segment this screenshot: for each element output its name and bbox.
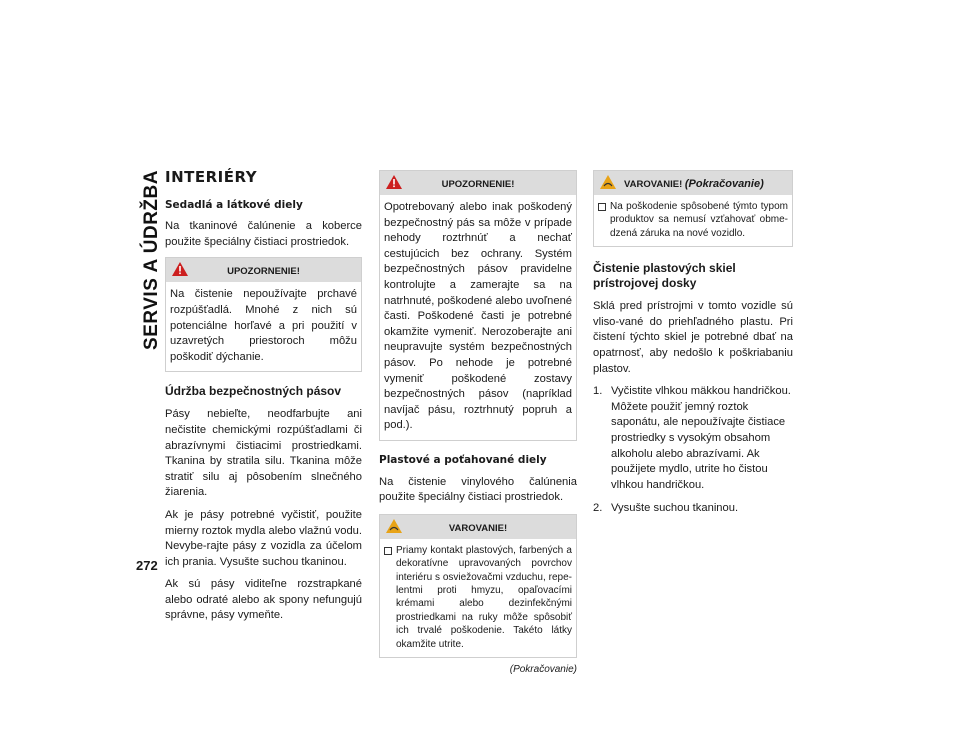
paragraph: Ak sú pásy viditeľne rozstrapkané alebo odraté alebo ak spony nefungujú správne, pásy vymeňte.	[165, 578, 362, 622]
caution-box	[593, 170, 793, 247]
caution-header	[380, 515, 576, 539]
warning-text: Na čistenie nepoužívajte prchavé rozpúšťadlá. Mnohé z nich sú potenciálne horľavé a pri použití v uzavretých priestoroch môžu poškodiť dýchanie.	[170, 288, 357, 363]
caution-icon	[599, 174, 617, 190]
heading-instrument-glass: Čistenie plastových skiel prístrojovej dosky	[593, 261, 736, 291]
list-item	[598, 200, 788, 240]
list-item	[384, 544, 572, 651]
caution-header	[594, 171, 792, 195]
paragraph: Pásy nebieľte, neodfarbujte ani nečistite chemickými rozpúšťadlami či abrazívnymi čistiacimi prostriedkami. Tkanina by stratila silu. Tkanina môže stratiť silu aj pôsobením slnečného žiarenia.	[165, 408, 362, 499]
step-text: Vysušte suchou tkaninou.	[611, 502, 739, 515]
column-1	[165, 170, 362, 631]
step-number: 1.	[593, 385, 603, 398]
paragraph: Na čistenie vinylového čalúnenia použite špeciálny čistiaci prostriedok.	[379, 475, 577, 504]
caution-title: VAROVANIE!	[448, 522, 508, 534]
steps-list	[593, 384, 793, 517]
list-item	[593, 384, 793, 493]
paragraph: Na tkaninové čalúnenie a koberce použite špeciálny čistiaci prostriedok.	[165, 220, 362, 248]
side-section-tab	[138, 160, 166, 360]
column-3	[593, 170, 793, 525]
caution-title: VAROVANIE!	[624, 179, 683, 190]
caution-title-line	[624, 177, 792, 193]
warning-box	[165, 257, 362, 372]
warning-title: UPOZORNENIE!	[441, 179, 515, 190]
warning-header	[380, 171, 576, 195]
step-text: Vyčistite vlhkou mäkkou handričkou. Môžete použiť jemný roztok saponátu, ale nepoužívajte čistiace prostriedky s vysokým obsahom alkoholu alebo abrazívami. Ak použijete mydlo, utrite ho čistou vlhkou handričkou.	[611, 385, 791, 491]
subheading-seats: Sedadlá a látkové diely	[165, 198, 303, 211]
section-title: INTERIÉRY	[165, 168, 258, 186]
caution-text: Priamy kontakt plastových, farbených a dekoratívne upravovaných povrchov interiéru s osviežovačmi vzduchu, repe-lentmi proti hmyzu, opaľovacími krémami alebo dezinfekčnými prostriedkami na ruky môže spôsobiť ich trvalé poškodenie. Takéto látky okamžite utrite.	[396, 544, 572, 650]
step-number: 2.	[593, 502, 603, 515]
caution-text: Na poškodenie spôsobené týmto typom produktov sa nemusí vzťahovať obme-dzená záruka na nové vozidlo.	[610, 201, 788, 239]
checkbox-bullet-icon	[384, 547, 392, 555]
warning-title: UPOZORNENIE!	[227, 266, 300, 278]
column-2	[379, 170, 577, 678]
caution-body	[380, 539, 576, 657]
side-tab-label: SERVIS A ÚDRŽBA	[141, 170, 162, 350]
warning-header	[166, 258, 361, 282]
continued-label: (Pokračovanie)	[509, 663, 577, 675]
subheading-plastics: Plastové a poťahované diely	[379, 453, 547, 466]
paragraph: Ak je pásy potrebné vyčistiť, použite mierny roztok mydla alebo vlažnú vodu. Nevybe-rajte pásy z vozidla za účelom ich prania. Vysušte suchou tkaninou.	[165, 508, 362, 568]
caution-continued: (Pokračovanie)	[684, 178, 764, 190]
caution-box	[379, 514, 577, 658]
warning-box	[379, 170, 577, 441]
checkbox-bullet-icon	[598, 203, 606, 211]
heading-seatbelts: Údržba bezpečnostných pásov	[165, 384, 342, 399]
warning-text: Opotrebovaný alebo inak poškodený bezpečnostný pás sa môže v prípade nehody roztrhnúť a nechať cestujúcich bez ochrany. Systém bezpečnostných pásov pravidelne kontrolujte a zamerajte sa na natrhnuté, poškodené alebo uvoľnené časti. Poškodené časti je potrebné okamžite vymeniť. Nerozoberajte ani neupravujte systém bezpečnostných pásov. Po nehode je potrebné vymeniť poškodené zostavy bezpečnostných pásov (napríklad navíjač pásu, roztrhnutý popruh a pod.).	[384, 201, 573, 432]
paragraph: Sklá pred prístrojmi v tomto vozidle sú vliso-vané do priehľadného plastu. Pri čistení týchto skiel je potrebné dbať na opatrnosť, aby nedošlo k poškriabaniu plastov.	[593, 300, 793, 375]
caution-body	[594, 195, 792, 246]
page-number: 272	[136, 558, 158, 573]
list-item	[593, 501, 793, 517]
